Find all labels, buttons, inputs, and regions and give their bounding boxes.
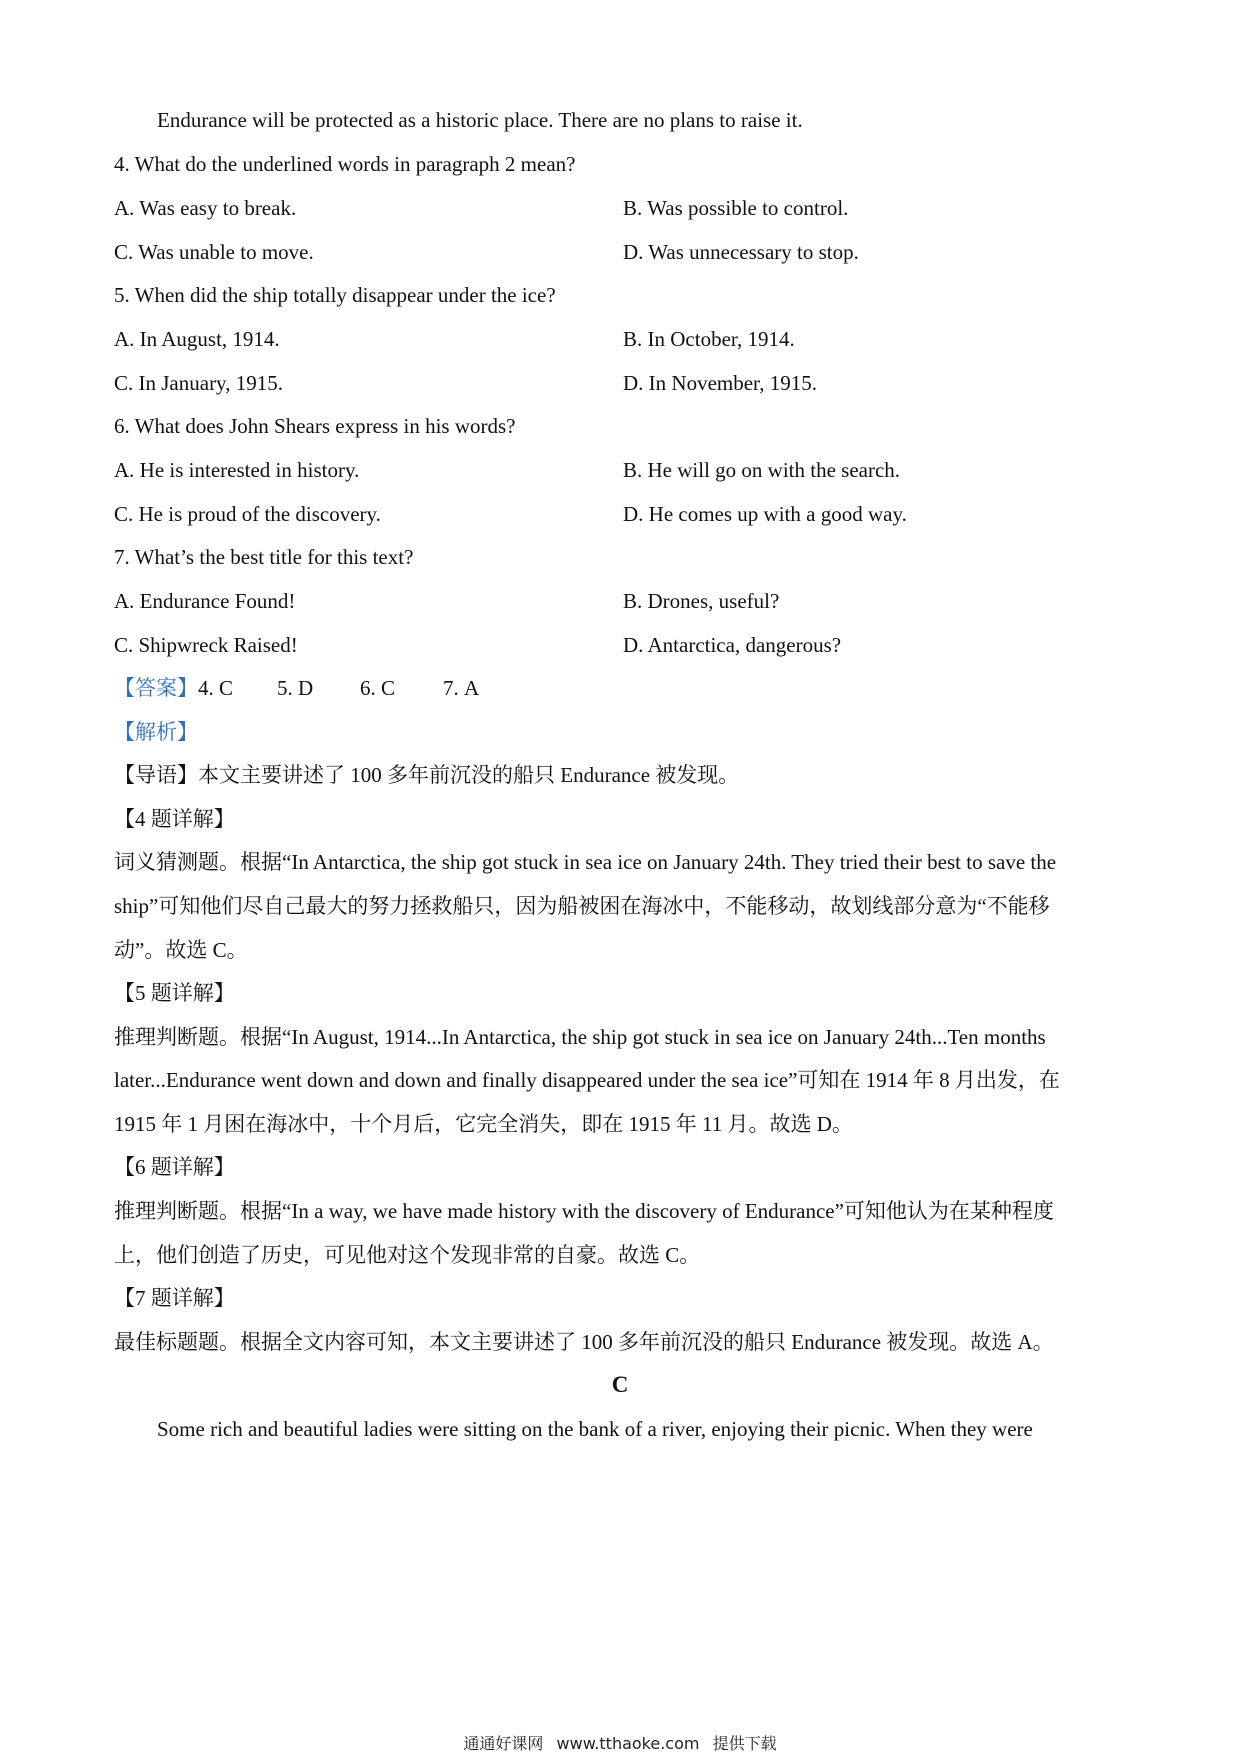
question-7-option-d: D. Antarctica, dangerous? <box>623 633 842 657</box>
footer-download-text: 提供下载 <box>712 1734 777 1753</box>
guide-line: 【导语】本文主要讲述了 100 多年前沉没的船只 Endurance 被发现。 <box>114 763 740 787</box>
detail-5-line: 推理判断题。根据“In August, 1914...In Antarctica, the ship got stuck in sea ice on January 24th...Ten months <box>114 1025 1046 1049</box>
question-7-option-a: A. Endurance Found! <box>114 589 296 613</box>
question-7-option-c: C. Shipwreck Raised! <box>114 633 298 657</box>
question-7-stem: 7. What’s the best title for this text? <box>114 545 414 569</box>
question-5-stem: 5. When did the ship totally disappear under the ice? <box>114 283 556 307</box>
question-5-option-d: D. In November, 1915. <box>623 371 817 395</box>
answer-item: 4. C <box>198 676 234 700</box>
footer-url[interactable]: www.tthaoke.com <box>556 1734 700 1753</box>
detail-7-heading: 【7 题详解】 <box>114 1286 235 1310</box>
question-6-stem: 6. What does John Shears express in his words? <box>114 414 516 438</box>
detail-4-line: ship”可知他们尽自己最大的努力拯救船只，因为船被困在海冰中，不能移动，故划线部分意为“不能移 <box>114 894 1050 918</box>
detail-5-line: 1915 年 1 月困在海冰中，十个月后，它完全消失，即在 1915 年 11 月。故选 D。 <box>114 1112 853 1136</box>
detail-7-line: 最佳标题题。根据全文内容可知，本文主要讲述了 100 多年前沉没的船只 Endurance 被发现。故选 A。 <box>114 1330 1054 1354</box>
question-4-option-d: D. Was unnecessary to stop. <box>623 240 859 264</box>
page-footer <box>0 1731 1240 1754</box>
detail-4-line: 词义猜测题。根据“In Antarctica, the ship got stuck in sea ice on January 24th. They tried their best to save the <box>114 850 1057 874</box>
analysis-label: 【解析】 <box>114 720 198 744</box>
question-6-option-b: B. He will go on with the search. <box>623 458 901 482</box>
detail-5-line: later...Endurance went down and down and finally disappeared under the sea ice”可知在 1914 年 8 月出发，在 <box>114 1068 1060 1092</box>
detail-4-line: 动”。故选 C。 <box>114 938 248 962</box>
answer-item: 6. C <box>360 676 396 700</box>
question-5-option-b: B. In October, 1914. <box>623 327 795 351</box>
detail-6-line: 推理判断题。根据“In a way, we have made history with the discovery of Endurance”可知他认为在某种程度 <box>114 1199 1054 1223</box>
answer-row <box>114 674 1114 702</box>
answer-label: 【答案】 <box>114 676 198 700</box>
answer-item: 5. D <box>277 676 314 700</box>
question-5-option-a: A. In August, 1914. <box>114 327 280 351</box>
question-5-option-c: C. In January, 1915. <box>114 371 283 395</box>
question-4-stem: 4. What do the underlined words in paragraph 2 mean? <box>114 152 576 176</box>
answer-item: 7. A <box>443 676 480 700</box>
question-4-option-a: A. Was easy to break. <box>114 196 297 220</box>
question-6-option-c: C. He is proud of the discovery. <box>114 502 381 526</box>
detail-6-heading: 【6 题详解】 <box>114 1155 235 1179</box>
passage-closing-line: Endurance will be protected as a historic place. There are no plans to raise it. <box>157 108 803 132</box>
question-6-option-a: A. He is interested in history. <box>114 458 360 482</box>
detail-5-heading: 【5 题详解】 <box>114 981 235 1005</box>
detail-4-heading: 【4 题详解】 <box>114 807 235 831</box>
question-7-option-b: B. Drones, useful? <box>623 589 780 613</box>
question-6-option-d: D. He comes up with a good way. <box>623 502 907 526</box>
passage-line: Some rich and beautiful ladies were sitting on the bank of a river, enjoying their picnic. When they were <box>157 1417 1033 1441</box>
detail-6-line: 上，他们创造了历史，可见他对这个发现非常的自豪。故选 C。 <box>114 1243 701 1267</box>
footer-site-name: 通通好课网 <box>463 1734 544 1753</box>
section-letter: C <box>611 1372 629 1397</box>
question-4-option-b: B. Was possible to control. <box>623 196 849 220</box>
question-4-option-c: C. Was unable to move. <box>114 240 314 264</box>
